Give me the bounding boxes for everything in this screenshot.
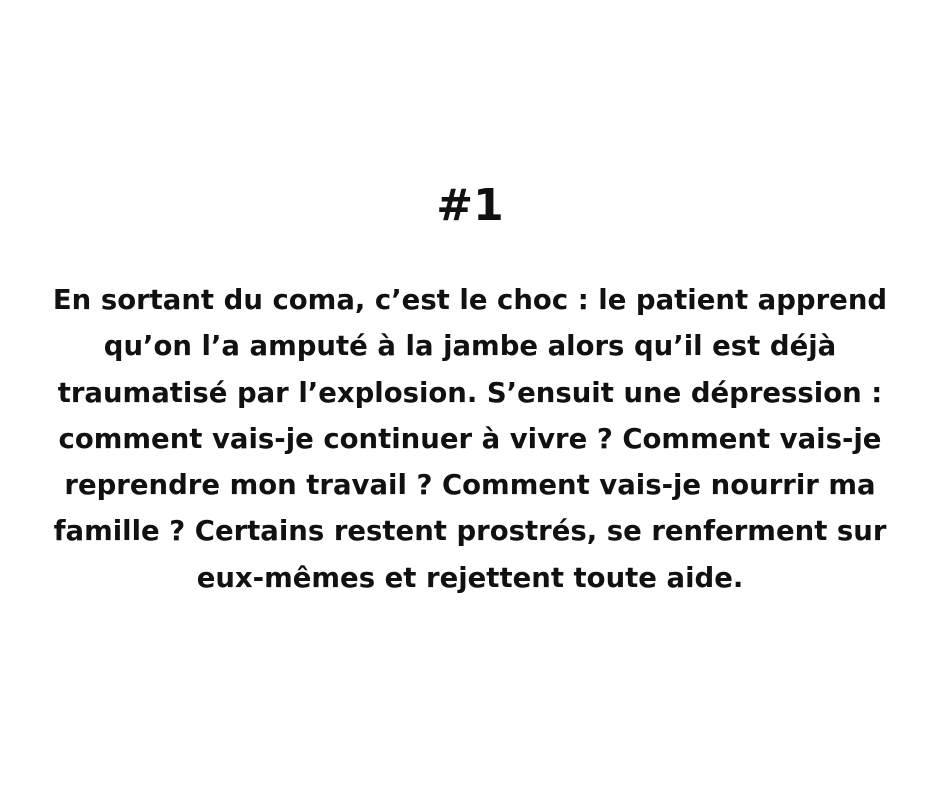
paragraph-line-6: famille ? Certains restent prostrés, se renferment sur [53,515,887,548]
paragraph-line-4: comment vais-je continuer à vivre ? Comment vais-je [58,422,882,455]
paragraph-line-1: En sortant du coma, c’est le choc : le patient apprend [52,284,888,316]
paragraph-line-3: traumatisé par l’explosion. S’ensuit une dépression : [57,376,883,409]
paragraph-line-2: qu’on l’a amputé à la jambe alors qu’il est déjà [103,330,837,363]
slide-number-heading: #1 [436,180,504,231]
paragraph-line-5: reprendre mon travail ? Comment vais-je nourrir ma [64,469,876,502]
body-paragraph [50,277,890,601]
paragraph-line-7: eux-mêmes et rejettent toute aide. [196,561,744,594]
